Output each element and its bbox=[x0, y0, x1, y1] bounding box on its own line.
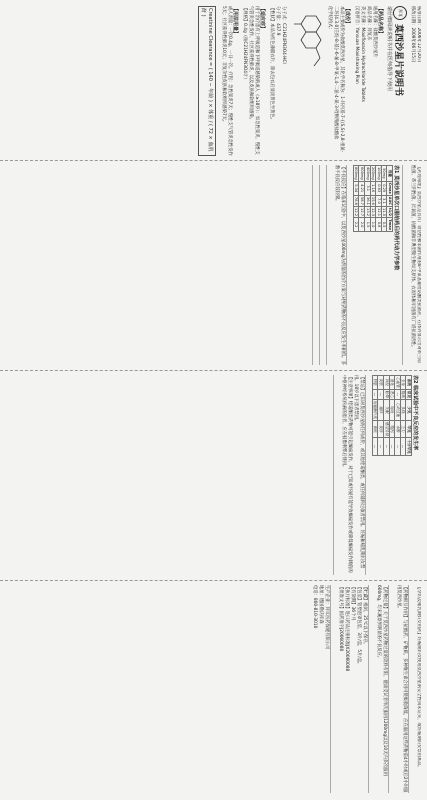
ingredient-text: 本品主要成份为盐酸莫西沙星，其化学名称为：1-环丙基-7-{(S,S)-2,8-重氮-二环[4.3.0]壬烷-8-基}-6-氟-8-甲氧-1,4-二氢-4-氧-3-喹啉羧酸盐酸盐 bbox=[333, 6, 344, 153]
pk-table-cell: 13.2 bbox=[365, 208, 370, 217]
ae-table-header-cell: 系统 bbox=[406, 376, 412, 390]
chemical-structure-icon bbox=[290, 6, 326, 76]
ae-table-cell: 神经 bbox=[384, 376, 390, 390]
indications-text: 用于治疗患有上呼吸道和下呼吸道感染的成人（≥18岁）：如急性窦炎、慢性支气管炎急性发作、社区获得性肺炎，以及皮肤和软组织感染。 bbox=[248, 6, 259, 155]
column-divider bbox=[0, 370, 427, 371]
document-title: 莫西沙星片说明书 bbox=[393, 24, 404, 97]
ae-table-cell: 头痛 bbox=[400, 399, 406, 420]
ae-table-row bbox=[384, 376, 390, 456]
drug-name-heading: 【药品名称】 bbox=[377, 6, 383, 37]
pk-table-cell: 4.21 bbox=[359, 181, 365, 195]
manufacturer-footer: 生产企业：拜耳医药保健有限公司 地址：德国勒沃库森 电话：800-810-3010 bbox=[312, 585, 329, 650]
description-section: 【性状】本品为红色薄膜衣片，除去包衣后显淡黄色至黄色。 bbox=[269, 6, 274, 123]
ae-table-cell: 眩晕 bbox=[384, 390, 389, 398]
pk-table-cell: 36.1 bbox=[365, 196, 370, 205]
bayer-logo-icon: 拜耳 bbox=[393, 6, 407, 20]
ae-table-cell: 心血管 bbox=[395, 377, 400, 388]
ae-table-header-cell: 常见 bbox=[407, 390, 411, 398]
ae-table-cell: 黄疸 bbox=[372, 420, 378, 437]
pk-table-cell: 800mg bbox=[354, 167, 359, 180]
ae-table-row bbox=[400, 376, 406, 456]
pk-table-cell: 5.34 bbox=[353, 181, 359, 195]
pk-table-cell: 3.1 bbox=[381, 195, 387, 206]
dosage-heading: 【用法用量】 bbox=[232, 6, 238, 37]
storage-packaging-text: 【贮藏】密闭，25℃以下保存。 【包装】铝塑泡罩包装，3片/盒，5片/盒。 【有效期】36个月 【执行标准】进口药品注册标准JX20060088 【批准文号】国药准字J20060088 bbox=[338, 585, 367, 672]
column-1 bbox=[6, 6, 421, 156]
pregnancy-text: 【孕妇及哺乳期妇女用药】妊娠期妇女使用莫西沙星的安全性尚未证实，故妊娠期妇女禁用本品。 bbox=[416, 585, 421, 770]
pk-table-cell: 15.6 bbox=[371, 196, 376, 205]
english-name: 英文名称：Moxifloxacin Hydrochloride Tablets bbox=[360, 6, 365, 102]
creatinine-equation: Creatinine Clearance = ( 140 − 年龄 ) × 体重 / ( 72 × 血肌酐 ) bbox=[198, 6, 216, 156]
common-name: 通用名称：盐酸莫西沙星片 bbox=[372, 6, 377, 58]
pinyin-name: 汉语拼音：Yansuan Moxishaxing Pian bbox=[354, 6, 359, 84]
trade-name: 商品名称：拜复乐 bbox=[366, 6, 371, 41]
ae-table-cell: 消化 bbox=[389, 376, 395, 390]
pk-table-cell: 0.29 bbox=[381, 181, 387, 195]
pk-table-cell: 7.0 bbox=[376, 195, 382, 206]
ae-table-header-cell: 十分罕见 bbox=[407, 439, 411, 454]
pk-table-cell: 12.3 bbox=[371, 208, 376, 217]
ae-table-row bbox=[389, 376, 395, 456]
pk-table-header-cell: t1/2 bbox=[388, 208, 392, 217]
ae-table-row bbox=[372, 376, 378, 456]
dosage-text: 成人剂量：一次0.4g，一日一次。疗程：急性窦炎7天；慢性支气管炎急性发作5天；社区获得性肺炎10天；非复杂性皮肤和软组织感染7天。 bbox=[221, 6, 232, 156]
molecular-formula: 分子式：C21H24FN3O4·HCl 分子量：437.9 bbox=[275, 6, 286, 64]
pk-table-row bbox=[376, 166, 382, 232]
pk-table-row bbox=[381, 166, 387, 232]
column-2 bbox=[6, 165, 421, 365]
pk-table-row bbox=[365, 166, 371, 232]
ae-table-cell: — bbox=[378, 389, 384, 399]
pk-table-header-cell: Tmax bbox=[388, 219, 392, 231]
ae-table-cell: — bbox=[372, 389, 378, 399]
pk-table-cell: 0.8 bbox=[376, 218, 382, 232]
ae-table-cell: 肝脏 bbox=[372, 376, 378, 390]
ae-table-cell: 瘙痒 bbox=[378, 399, 384, 420]
pk-table-cell: 0.63 bbox=[376, 181, 382, 195]
pk-table-cell: 2.0 bbox=[359, 218, 365, 232]
contraindications-text: 【禁忌】已知对莫西沙星的任何成份，或其他喹诺酮类，或任何辅料过敏者禁用。妊娠和哺乳期妇女禁用。18岁以下患者禁用。 bbox=[352, 375, 364, 569]
pk-table-cell: 78.8 bbox=[354, 196, 359, 205]
pk-table-cell: 58.7 bbox=[360, 196, 365, 205]
ae-table-cell: 心动过速 bbox=[395, 399, 401, 420]
ae-table-cell: — bbox=[372, 438, 378, 455]
ae-table-cell: 皮肤 bbox=[378, 376, 384, 390]
column-4 bbox=[6, 585, 421, 793]
ae-table-header-cell: 少见 bbox=[406, 399, 412, 420]
pk-parameters-table bbox=[353, 165, 393, 232]
pk-table-cell: 100mg bbox=[376, 167, 381, 180]
document-subtitle: 请仔细阅读说明书并在医师指导下使用 bbox=[386, 6, 392, 92]
approval-dates: 核准日期：2006年12月20日 修改日期：2009年06月15日 bbox=[410, 6, 421, 63]
pk-table-cell: 600mg bbox=[360, 167, 365, 180]
pk-table-header-cell: Cmax bbox=[388, 182, 392, 194]
pk-table-cell: 2.2 bbox=[353, 218, 359, 232]
ae-table-row bbox=[395, 376, 401, 456]
ae-table-cell: — bbox=[384, 438, 390, 455]
column-divider bbox=[0, 580, 427, 581]
column-divider bbox=[0, 160, 427, 161]
pk-table-cell: 400mg bbox=[365, 167, 370, 180]
ae-table-cell: — bbox=[389, 438, 395, 455]
pk-table-header-cell: 剂量 bbox=[387, 166, 393, 182]
ae-table-cell: 呕吐 bbox=[389, 399, 395, 420]
pk-table-cell: 12.1 bbox=[376, 208, 381, 217]
overdose-text: 【药物过量】关于莫西沙星药物过量的资料有限，健康受试者单次服用1200mg以及10天内多次服用600mg，均未观察到明显的不良反应。 bbox=[376, 585, 387, 776]
specification: 【规格】0.4g（按C21H24FN3O4计） bbox=[242, 6, 247, 82]
ae-table-cell: 恶心 bbox=[390, 390, 395, 398]
pk-table-header-cell: AUC bbox=[388, 196, 392, 206]
ae-table-row bbox=[378, 376, 384, 456]
pk-table-cell: 0.5 bbox=[381, 218, 387, 232]
ae-table-cell: — bbox=[378, 438, 384, 455]
ae-table-cell: — bbox=[400, 438, 406, 455]
pk-table-row bbox=[370, 166, 376, 232]
ae-table-cell: 腹痛 bbox=[401, 390, 406, 398]
ae-table-cell: — bbox=[395, 389, 401, 399]
ae-table-cell: 失眠 bbox=[384, 399, 390, 420]
ae-table-cell: 感觉异常 bbox=[384, 421, 389, 437]
adverse-reactions-table bbox=[372, 375, 412, 456]
pk-table-cell: 1.5 bbox=[365, 218, 371, 232]
ae-table-cell: 全身 bbox=[400, 376, 406, 390]
ae-table-cell: 皮疹 bbox=[378, 420, 384, 437]
ae-table-cell: 水肿 bbox=[395, 420, 401, 437]
pk-table-cell: 3.1 bbox=[365, 181, 371, 195]
pk-table-cell: 12.7 bbox=[360, 208, 365, 217]
column-3 bbox=[6, 375, 421, 575]
pk-table-cell: 1.16 bbox=[370, 181, 376, 195]
pk-table-cell: 11.5 bbox=[382, 208, 387, 217]
structure-label: 化学结构式： bbox=[327, 6, 332, 32]
ae-table-header-cell: 罕见 bbox=[406, 420, 412, 437]
precautions-text: 【注意事项】喹诺酮类药物可能引起癫痫发作，对于已知或怀疑有能导致癫痫发作或降低癫痫发作阈值的中枢神经系统疾病的患者，应在权衡利弊后使用。 bbox=[340, 375, 352, 573]
pk-table-cell: 1.0 bbox=[370, 218, 376, 232]
ae-table-cell: 腹泻 bbox=[389, 420, 395, 437]
table1-title: 表1 莫西沙星单次口服给药后的药代动力学参数 bbox=[393, 165, 399, 271]
ae-table-cell: 乏力 bbox=[400, 420, 406, 437]
pk-table-row bbox=[359, 166, 365, 232]
pk-table-cell: 12.2 bbox=[354, 208, 359, 217]
pharmacology-text: 【药理毒理】莫西沙星是具有广谱活性和杀菌作用的8-甲氧基氟喹诺酮类抗菌药，在体外显示出对革兰阳性菌、革兰阴性菌、厌氧菌、抗酸菌和非典型微生物如支原体、衣原体和军团菌有广谱抗菌活性。 bbox=[410, 165, 421, 363]
pk-table-row bbox=[353, 166, 359, 232]
ingredient-heading: 【成份】 bbox=[344, 6, 350, 27]
indications-heading: 【适应症】 bbox=[259, 6, 265, 32]
adverse-reactions-text: 【不良反应】在临床试验中，以莫西沙星400mg为剂量的治疗方案与对照药物的不良反应发生率相似。多数不良反应较轻微。 bbox=[333, 165, 345, 365]
pk-table-cell: 200mg bbox=[371, 167, 376, 180]
ae-table-cell: 转氨酶升高 bbox=[373, 400, 378, 419]
ae-table-cell: — bbox=[395, 438, 401, 455]
table2-title: 表2 临床试验中不良反应的发生率 bbox=[412, 375, 418, 451]
pk-table-cell: 50mg bbox=[381, 166, 387, 182]
interactions-text: 【药物相互作用】与抗酸药、矿物质、多种维生素合用可使吸收降低，应在服用这些药物前4小时或后2小时服用莫西沙星。 bbox=[396, 585, 407, 793]
